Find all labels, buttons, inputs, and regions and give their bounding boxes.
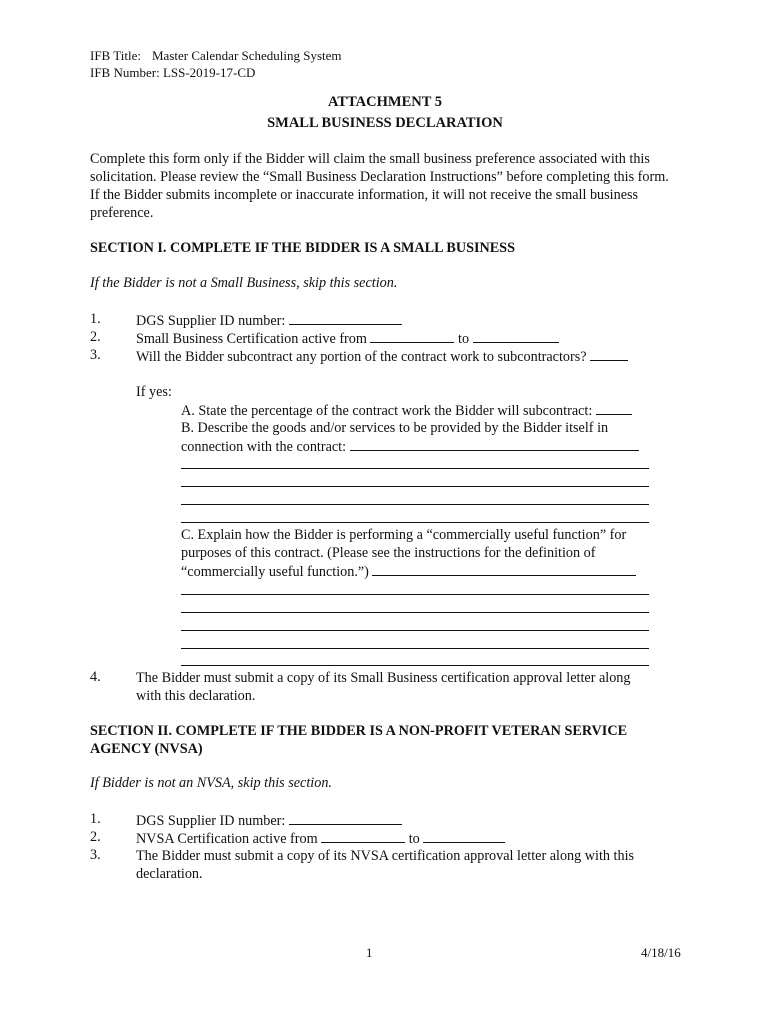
goods-services-line-5[interactable] — [181, 522, 649, 523]
sub-c-line2: purposes of this contract. (Please see the instructions for the definition of — [181, 545, 596, 561]
s1-item4-line1: The Bidder must submit a copy of its Small Business certification approval letter along — [136, 670, 631, 686]
section-2-skip-note: If Bidder is not an NVSA, skip this section. — [90, 775, 332, 791]
footer-date: 4/18/16 — [641, 945, 681, 960]
intro-paragraph: Complete this form only if the Bidder will claim the small business preference associated with this solicitation. Please review the “Small Business Declaration Instructions” before completing this form. If the Bidder submits incomplete or inaccurate information, it will not receive the small business preference. — [90, 151, 669, 221]
ifb-number-line — [90, 64, 255, 81]
s1-item2-to: to — [454, 331, 473, 347]
ifb-title-label: IFB Title: — [90, 48, 141, 63]
ifb-number-value: LSS-2019-17-CD — [162, 65, 256, 80]
useful-function-line-6[interactable] — [181, 665, 649, 666]
s1-item4-number: 4. — [90, 669, 101, 685]
sub-b-line1: B. Describe the goods and/or services to be provided by the Bidder itself in — [181, 420, 609, 436]
s1-item3 — [136, 347, 628, 366]
useful-function-line-3[interactable] — [181, 612, 649, 613]
subcontract-answer-field[interactable] — [590, 347, 628, 361]
s2-item1-number: 1. — [90, 811, 101, 827]
s1-item1-label: DGS Supplier ID number: — [136, 313, 289, 329]
s2-item3-line1: The Bidder must submit a copy of its NVSA certification approval letter along with this — [136, 848, 635, 864]
ifb-number-label: IFB Number: — [90, 65, 160, 80]
sub-c-line1: C. Explain how the Bidder is performing a “commercially useful function” for — [181, 527, 627, 543]
section-2-heading-line2: AGENCY (NVSA) — [90, 741, 203, 757]
ifb-title-line — [90, 47, 342, 64]
section-1-heading: SECTION I. COMPLETE IF THE BIDDER IS A SMALL BUSINESS — [90, 240, 515, 256]
s2-item3-line2: declaration. — [136, 866, 203, 882]
section-1-skip-note: If the Bidder is not a Small Business, skip this section. — [90, 275, 398, 291]
s1-item4-line2: with this declaration. — [136, 688, 256, 704]
s2-item2 — [136, 829, 505, 848]
s1-item1-number: 1. — [90, 311, 101, 327]
s2-item2-to: to — [405, 831, 424, 847]
s2-item2-number: 2. — [90, 829, 101, 845]
sub-a-label: A. State the percentage of the contract work the Bidder will subcontract: — [181, 403, 596, 419]
s2-item2-label: NVSA Certification active from — [136, 831, 322, 847]
goods-services-line-3[interactable] — [181, 486, 649, 487]
sb-cert-to-field[interactable] — [473, 329, 559, 343]
nvsa-supplier-id-field[interactable] — [289, 811, 402, 825]
s2-item3-number: 3. — [90, 847, 101, 863]
s1-item2-number: 2. — [90, 329, 101, 345]
attachment-title: ATTACHMENT 5 — [328, 94, 442, 110]
document-title: SMALL BUSINESS DECLARATION — [267, 115, 503, 131]
s1-item2-label: Small Business Certification active from — [136, 331, 371, 347]
s2-item1-label: DGS Supplier ID number: — [136, 813, 289, 829]
goods-services-line-4[interactable] — [181, 504, 649, 505]
supplier-id-field[interactable] — [289, 311, 402, 325]
useful-function-line-4[interactable] — [181, 630, 649, 631]
goods-services-field[interactable] — [350, 437, 639, 451]
s1-sub-a — [181, 401, 632, 420]
s1-item3-number: 3. — [90, 347, 101, 363]
useful-function-line-2[interactable] — [181, 594, 649, 595]
page-number: 1 — [366, 945, 373, 960]
s1-item1 — [136, 311, 402, 330]
nvsa-cert-to-field[interactable] — [423, 829, 505, 843]
subcontract-percentage-field[interactable] — [596, 401, 632, 415]
s1-sub-b — [181, 437, 639, 456]
goods-services-line-2[interactable] — [181, 468, 649, 469]
sb-cert-from-field[interactable] — [370, 329, 454, 343]
section-2-heading-line1: SECTION II. COMPLETE IF THE BIDDER IS A NON-PROFIT VETERAN SERVICE — [90, 723, 628, 739]
if-yes-label: If yes: — [136, 384, 172, 400]
s1-item2 — [136, 329, 559, 348]
nvsa-cert-from-field[interactable] — [321, 829, 405, 843]
s1-item3-label: Will the Bidder subcontract any portion of the contract work to subcontractors? — [136, 349, 591, 365]
s1-sub-c — [181, 562, 636, 581]
sub-b-line2: connection with the contract: — [181, 439, 350, 455]
sub-c-line3: “commercially useful function.”) — [181, 564, 373, 580]
useful-function-field[interactable] — [372, 562, 636, 576]
ifb-title-value: Master Calendar Scheduling System — [152, 48, 342, 63]
useful-function-line-5[interactable] — [181, 648, 649, 649]
s2-item1 — [136, 811, 402, 830]
